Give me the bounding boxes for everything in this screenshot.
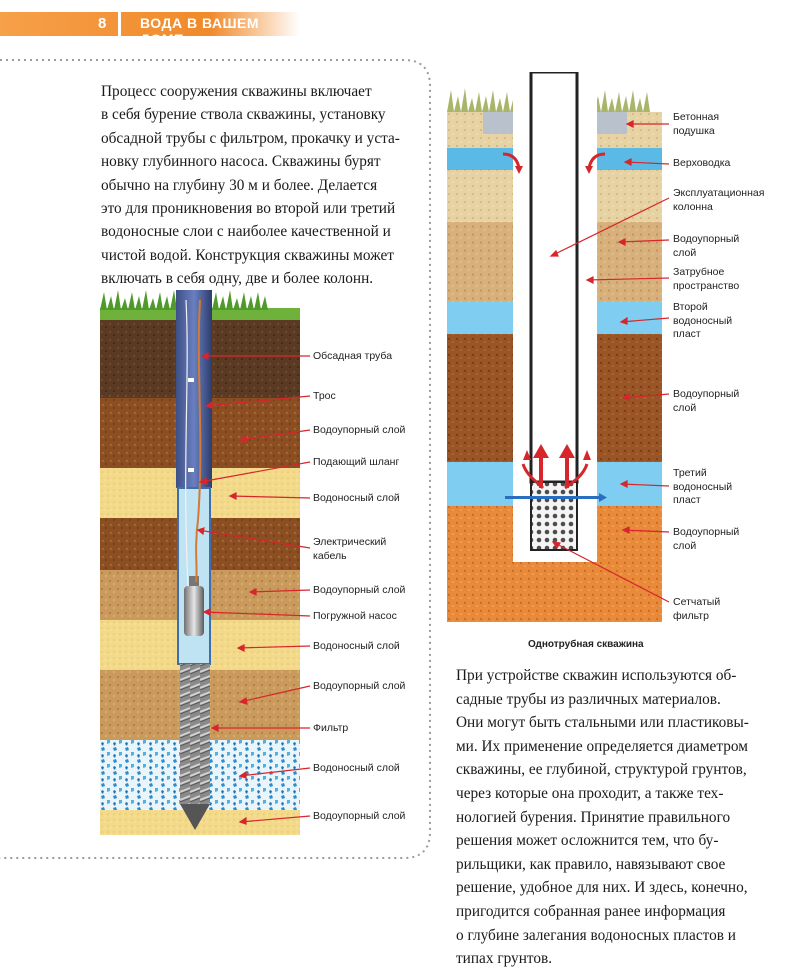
intro-line: новку глубинного насоса. Скважины бурят bbox=[101, 153, 381, 171]
label-vodoupor-2: Водоупорный слой bbox=[313, 584, 406, 596]
intro-line: Процесс сооружения скважины включает bbox=[101, 83, 372, 100]
label-vodoupor-1: Водоупорный слой bbox=[313, 424, 406, 436]
outro-line: Они могут быть стальными или пластиковы- bbox=[456, 714, 749, 732]
outro-line: нологией бурения. Принятие правильного bbox=[456, 808, 731, 826]
label-vodonos-3: Водоносный слой bbox=[313, 762, 400, 774]
label-elektricheskiy-kabel: Электрический кабель bbox=[313, 536, 387, 562]
intro-line: чистой водой. Конструкция скважины может bbox=[101, 246, 394, 264]
outro-line: типах грунтов. bbox=[456, 950, 553, 968]
intro-paragraph bbox=[101, 80, 414, 291]
intro-line: в себя бурение ствола скважины, установку bbox=[101, 106, 386, 124]
outro-line: через которые она проходит, а также тех- bbox=[456, 784, 724, 802]
intro-line: обсадной трубы с фильтром, прокачку и уста- bbox=[101, 129, 400, 147]
outro-line: о глубине залегания водоносных пластов и bbox=[456, 926, 736, 944]
intro-line: водоносные слои с наиболее качественной и bbox=[101, 223, 391, 241]
right-arrows bbox=[447, 72, 687, 632]
label-vodonos-2: Водоносный слой bbox=[313, 640, 400, 652]
outro-line: При устройстве скважин используются об- bbox=[456, 667, 737, 684]
label-vodoupor-r1: Водоупорный слой bbox=[673, 233, 740, 259]
label-zatrubnoe-prostranstvo: Затрубное пространство bbox=[673, 266, 740, 292]
label-betonnaya-podushka: Бетонная подушка bbox=[673, 111, 720, 137]
section-title: ВОДА В ВАШЕМ ДОМЕ bbox=[140, 15, 260, 47]
intro-line: это для проникновения во второй или третий bbox=[101, 200, 396, 218]
outro-line: ми. Их применение определяется диаметром bbox=[456, 737, 748, 755]
outro-line: пригодится собранная ранее информация bbox=[456, 902, 726, 920]
intro-line: включать в себя одну, две и более колонн. bbox=[101, 270, 374, 288]
label-setchaty-filtr: Сетчатый фильтр bbox=[673, 596, 721, 622]
label-tretiy-vodonosny-plast: Третий водоносный пласт bbox=[673, 467, 733, 506]
label-vodoupor-3: Водоупорный слой bbox=[313, 680, 406, 692]
label-vodoupor-4: Водоупорный слой bbox=[313, 810, 406, 822]
outro-line: решения может осложнится тем, что бу- bbox=[456, 832, 719, 850]
label-filtr: Фильтр bbox=[313, 722, 349, 734]
label-pogruzhnoy-nasos: Погружной насос bbox=[313, 610, 397, 622]
outro-line: решение, удобное для них. И здесь, конечно, bbox=[456, 879, 748, 897]
intro-line: обычно на глубину 30 м и более. Делается bbox=[101, 176, 378, 194]
label-ekspluatatsionnaya-kolonna: Эксплуатационная колонна bbox=[673, 187, 765, 213]
label-obsadnaya-truba: Обсадная труба bbox=[313, 350, 393, 362]
label-podayushchiy-shlang: Подающий шланг bbox=[313, 456, 400, 468]
label-vtoroy-vodonosny-plast: Второй водоносный пласт bbox=[673, 301, 733, 340]
label-verhovodka: Верховодка bbox=[673, 157, 731, 169]
outro-line: скважины, ее глубиной, структурой грунтов, bbox=[456, 761, 747, 779]
outro-line: рильщики, как правило, навязывают свое bbox=[456, 855, 726, 873]
left-arrows bbox=[100, 290, 320, 835]
label-tros: Трос bbox=[313, 390, 336, 402]
label-vodonos-1: Водоносный слой bbox=[313, 492, 400, 504]
label-vodoupor-r3: Водоупорный слой bbox=[673, 526, 740, 552]
label-vodoupor-r2: Водоупорный слой bbox=[673, 388, 740, 414]
outro-paragraph bbox=[456, 664, 770, 971]
outro-line: садные трубы из различных материалов. bbox=[456, 690, 721, 708]
page-number: 8 bbox=[98, 15, 107, 32]
diagram-caption: Однотрубная скважина bbox=[528, 639, 644, 650]
